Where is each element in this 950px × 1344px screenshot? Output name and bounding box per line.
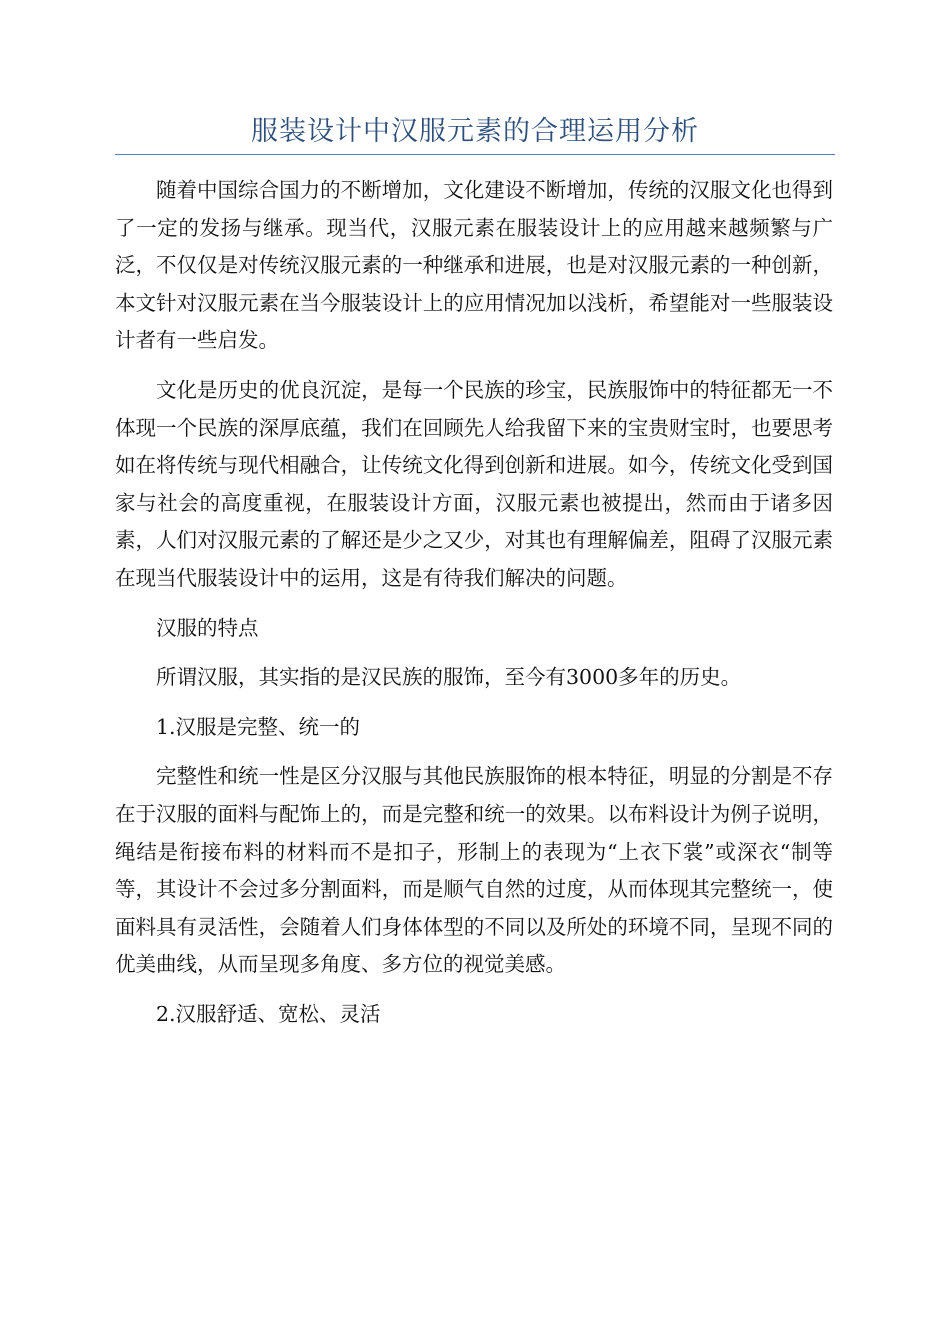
- paragraph-hanfu-definition: 所谓汉服，其实指的是汉民族的服饰，至今有3000多年的历史。: [156, 665, 742, 690]
- paragraph-complete-unified: 完整性和统一性是区分汉服与其他民族服饰的根本特征，明显的分割是不存在于汉服的面料与配饰上的，而是完整和统一的效果。以布料设计为例子说明，绳结是衔接布料的材料而不是扣子，形制上的表现为“上衣下裳”或深衣“制等等，其设计不会过多分割面料，而是顺气自然的过度，从而体现其完整统一，使面料具有灵活性，会随着人们身体体型的不同以及所处的环境不同，呈现不同的优美曲线，从而呈现多角度、多方位的视觉美感。: [115, 764, 833, 977]
- paragraph-intro: 随着中国综合国力的不断增加，文化建设不断增加，传统的汉服文化也得到了一定的发扬与继承。现当代，汉服元素在服装设计上的应用越来越频繁与广泛，不仅仅是对传统汉服元素的一种继承和进展，也是对汉服元素的一种创新，本文针对汉服元素在当今服装设计上的应用情况加以浅析，希望能对一些服装设计者有一些启发。: [115, 178, 833, 353]
- document-body: [115, 172, 833, 1045]
- section-heading-hanfu-features: 汉服的特点: [156, 615, 259, 640]
- title-block: [115, 112, 835, 155]
- paragraph-culture: 文化是历史的优良沉淀，是每一个民族的珍宝，民族服饰中的特征都无一不体现一个民族的深厚底蕴，我们在回顾先人给我留下来的宝贵财宝时，也要思考如在将传统与现代相融合，让传统文化得到创新和进展。如今，传统文化受到国家与社会的高度重视，在服装设计方面，汉服元素也被提出，然而由于诸多因素，人们对汉服元素的了解还是少之又少，对其也有理解偏差，阻碍了汉服元素在现当代服装设计中的运用，这是有待我们解决的问题。: [115, 377, 833, 590]
- subheading-comfortable-loose: 2.汉服舒适、宽松、灵活: [156, 1001, 381, 1026]
- subheading-complete-unified: 1.汉服是完整、统一的: [156, 714, 361, 739]
- document-title: 服装设计中汉服元素的合理运用分析: [251, 116, 699, 147]
- title-underline: [115, 154, 835, 155]
